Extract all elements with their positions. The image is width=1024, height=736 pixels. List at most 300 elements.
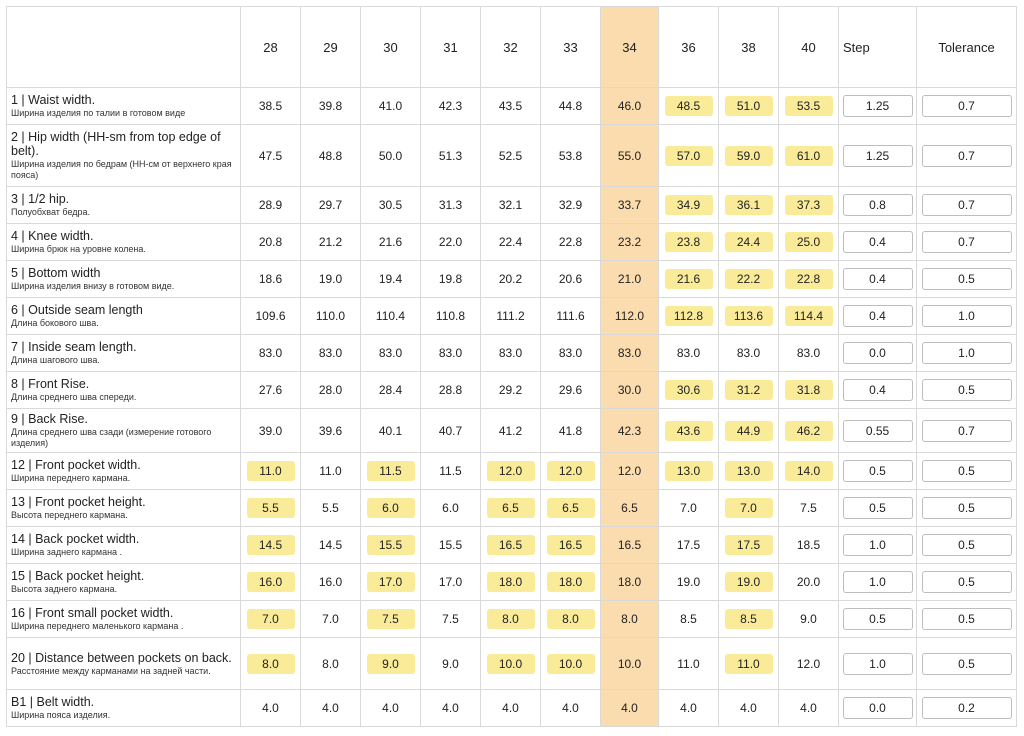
value: 9.0 (442, 656, 459, 671)
step-cell (839, 298, 917, 335)
highlighted-value[interactable]: 10.0 (547, 654, 595, 674)
tolerance-cell (917, 224, 1017, 261)
highlighted-value[interactable]: 21.6 (665, 269, 713, 289)
highlighted-value[interactable]: 16.5 (547, 535, 595, 555)
value: 23.2 (617, 235, 642, 249)
size-value-cell (481, 224, 541, 261)
highlighted-value[interactable]: 23.8 (665, 232, 713, 252)
value: 8.0 (621, 612, 638, 626)
step-cell (839, 490, 917, 527)
size-value-cell (301, 261, 361, 298)
size-value-cell (481, 261, 541, 298)
size-value-cell (779, 372, 839, 409)
size-value-cell (719, 690, 779, 727)
size-value-cell (659, 409, 719, 453)
size-value-cell (301, 125, 361, 187)
size-value-cell (301, 409, 361, 453)
highlighted-value[interactable]: 25.0 (785, 232, 833, 252)
size-value-cell (301, 490, 361, 527)
size-value-cell (719, 88, 779, 125)
size-value-cell (241, 601, 301, 638)
step-input[interactable]: 1.0 (843, 571, 913, 593)
size-value-cell (779, 187, 839, 224)
size-value-cell (659, 372, 719, 409)
size-value-cell (481, 372, 541, 409)
step-input[interactable]: 0.4 (843, 231, 913, 253)
highlighted-value[interactable]: 19.0 (725, 572, 773, 592)
size-value-cell (779, 298, 839, 335)
highlighted-value[interactable]: 17.5 (725, 535, 773, 555)
value: 29.2 (498, 383, 523, 397)
size-value-cell (361, 638, 421, 690)
value: 8.0 (322, 656, 339, 671)
reference-size-cell (601, 372, 659, 409)
value: 16.0 (318, 575, 343, 589)
table-row (7, 298, 1017, 335)
measurement-name: 4 | Knee width. (11, 229, 94, 243)
value: 20.6 (558, 272, 583, 286)
size-value-cell (719, 125, 779, 187)
value: 7.0 (680, 501, 697, 515)
highlighted-value[interactable]: 14.0 (785, 461, 833, 481)
highlighted-value[interactable]: 16.0 (247, 572, 295, 592)
tolerance-input[interactable]: 0.7 (922, 194, 1012, 216)
highlighted-value[interactable]: 11.0 (725, 654, 773, 674)
size-value-cell (361, 187, 421, 224)
value: 18.5 (796, 538, 821, 552)
highlighted-value[interactable]: 61.0 (785, 146, 833, 166)
tolerance-input[interactable]: 1.0 (922, 342, 1012, 364)
measurement-name: 14 | Back pocket width. (11, 532, 140, 546)
size-value-cell (659, 261, 719, 298)
measurement-name: 16 | Front small pocket width. (11, 606, 174, 620)
value: 4.0 (262, 701, 279, 715)
tolerance-cell (917, 690, 1017, 727)
size-value-cell (719, 187, 779, 224)
size-value-cell (659, 88, 719, 125)
highlighted-value[interactable]: 43.6 (665, 421, 713, 441)
size-value-cell (719, 298, 779, 335)
size-value-cell (481, 527, 541, 564)
value: 110.0 (315, 309, 346, 323)
value: 28.0 (318, 383, 343, 397)
size-value-cell (659, 335, 719, 372)
tolerance-input[interactable]: 0.5 (922, 571, 1012, 593)
tolerance-input[interactable]: 0.5 (922, 608, 1012, 630)
step-input[interactable]: 0.5 (843, 497, 913, 519)
highlighted-value[interactable]: 13.0 (665, 461, 713, 481)
measurement-description: Ширина заднего кармана . (11, 547, 123, 557)
step-cell (839, 527, 917, 564)
value: 42.3 (617, 423, 642, 438)
step-input[interactable]: 0.8 (843, 194, 913, 216)
measurement-description: Ширина изделия по талии в готовом виде (11, 108, 186, 118)
value: 83.0 (438, 346, 463, 360)
value: 83.0 (558, 346, 583, 360)
header-row (7, 7, 1017, 88)
value: 111.6 (556, 309, 585, 323)
size-value-cell (301, 372, 361, 409)
value: 12.0 (796, 656, 821, 671)
table-row (7, 335, 1017, 372)
highlighted-value[interactable]: 57.0 (665, 146, 713, 166)
size-value-cell (421, 453, 481, 490)
table-body (7, 88, 1017, 727)
size-value-cell (541, 601, 601, 638)
size-value-cell (421, 335, 481, 372)
measurement-name: 7 | Inside seam length. (11, 340, 137, 354)
value: 83.0 (318, 346, 343, 360)
highlighted-value[interactable]: 18.0 (487, 572, 535, 592)
step-input[interactable]: 0.5 (843, 460, 913, 482)
reference-size-cell (601, 638, 659, 690)
size-header: 40 (779, 7, 839, 88)
highlighted-value[interactable]: 6.5 (547, 498, 595, 518)
measurement-description: Ширина переднего маленького кармана . (11, 621, 184, 631)
measurement-name: 3 | 1/2 hip. (11, 192, 70, 206)
highlighted-value[interactable]: 8.0 (487, 609, 535, 629)
highlighted-value[interactable]: 34.9 (665, 195, 713, 215)
step-input[interactable]: 0.4 (843, 305, 913, 327)
measurement-description: Ширина изделия внизу в готовом виде. (11, 281, 175, 291)
size-value-cell (541, 527, 601, 564)
measurement-label (7, 88, 241, 125)
step-input[interactable]: 1.25 (843, 145, 913, 167)
highlighted-value[interactable]: 51.0 (725, 96, 773, 116)
highlighted-value[interactable]: 9.0 (367, 654, 415, 674)
step-input[interactable]: 0.4 (843, 268, 913, 290)
highlighted-value[interactable]: 7.0 (725, 498, 773, 518)
size-value-cell (241, 638, 301, 690)
measurement-label (7, 690, 241, 727)
corner-cell (7, 7, 241, 88)
tolerance-input[interactable]: 0.7 (922, 420, 1012, 442)
value: 4.0 (740, 701, 757, 715)
measurement-label (7, 490, 241, 527)
measurement-name: 12 | Front pocket width. (11, 458, 141, 472)
step-header: Step (839, 7, 917, 88)
highlighted-value[interactable]: 59.0 (725, 146, 773, 166)
value: 30.0 (617, 383, 642, 397)
size-value-cell (481, 690, 541, 727)
value: 4.0 (442, 701, 459, 715)
value: 83.0 (676, 346, 701, 360)
size-value-cell (719, 638, 779, 690)
tolerance-cell (917, 409, 1017, 453)
size-value-cell (421, 564, 481, 601)
value: 55.0 (617, 148, 642, 163)
measurement-name: 8 | Front Rise. (11, 377, 90, 391)
tolerance-input[interactable]: 0.5 (922, 460, 1012, 482)
size-value-cell (421, 409, 481, 453)
highlighted-value[interactable]: 5.5 (247, 498, 295, 518)
step-input[interactable]: 1.0 (843, 534, 913, 556)
size-value-cell (361, 527, 421, 564)
highlighted-value[interactable]: 8.5 (725, 609, 773, 629)
highlighted-value[interactable]: 53.5 (785, 96, 833, 116)
value: 8.5 (680, 612, 697, 626)
size-value-cell (241, 409, 301, 453)
size-value-cell (361, 224, 421, 261)
measurement-description: Высота переднего кармана. (11, 510, 128, 520)
size-value-cell (541, 690, 601, 727)
tolerance-cell (917, 298, 1017, 335)
size-value-cell (719, 335, 779, 372)
size-value-cell (301, 453, 361, 490)
tolerance-input[interactable]: 0.5 (922, 653, 1012, 675)
size-value-cell (659, 690, 719, 727)
highlighted-value[interactable]: 37.3 (785, 195, 833, 215)
value: 29.6 (558, 383, 583, 397)
highlighted-value[interactable]: 17.0 (367, 572, 415, 592)
step-cell (839, 335, 917, 372)
value: 43.5 (498, 99, 523, 113)
size-value-cell (241, 372, 301, 409)
value: 7.5 (442, 612, 459, 626)
measurement-label (7, 638, 241, 690)
step-cell (839, 409, 917, 453)
size-value-cell (421, 638, 481, 690)
highlighted-value[interactable]: 31.2 (725, 380, 773, 400)
highlighted-value[interactable]: 11.0 (247, 461, 295, 481)
size-value-cell (421, 261, 481, 298)
size-value-cell (659, 187, 719, 224)
highlighted-value[interactable]: 15.5 (367, 535, 415, 555)
value: 4.0 (322, 701, 339, 715)
value: 46.0 (617, 99, 642, 113)
step-input[interactable]: 0.5 (843, 608, 913, 630)
table-row (7, 372, 1017, 409)
size-value-cell (361, 298, 421, 335)
tolerance-cell (917, 564, 1017, 601)
measurement-description: Длина бокового шва. (11, 318, 99, 328)
highlighted-value[interactable]: 48.5 (665, 96, 713, 116)
tolerance-cell (917, 88, 1017, 125)
highlighted-value[interactable]: 46.2 (785, 421, 833, 441)
measurement-label (7, 335, 241, 372)
size-header: 33 (541, 7, 601, 88)
table-row (7, 638, 1017, 690)
size-value-cell (361, 125, 421, 187)
value: 17.5 (676, 538, 701, 552)
value: 41.8 (558, 423, 583, 438)
highlighted-value[interactable]: 112.8 (665, 306, 713, 326)
size-value-cell (241, 527, 301, 564)
reference-size-cell (601, 409, 659, 453)
step-cell (839, 224, 917, 261)
highlighted-value[interactable]: 12.0 (547, 461, 595, 481)
tolerance-input[interactable]: 1.0 (922, 305, 1012, 327)
size-value-cell (541, 453, 601, 490)
value: 111.2 (496, 309, 525, 323)
measurement-description: Длина шагового шва. (11, 355, 100, 365)
table-row (7, 187, 1017, 224)
size-value-cell (541, 490, 601, 527)
size-value-cell (719, 261, 779, 298)
table-row (7, 527, 1017, 564)
highlighted-value[interactable]: 30.6 (665, 380, 713, 400)
value: 20.2 (498, 272, 523, 286)
measurement-description: Полуобхват бедра. (11, 207, 91, 217)
highlighted-value[interactable]: 22.8 (785, 269, 833, 289)
table-row (7, 490, 1017, 527)
tolerance-input[interactable]: 0.7 (922, 231, 1012, 253)
size-value-cell (361, 690, 421, 727)
size-value-cell (301, 335, 361, 372)
value: 20.0 (796, 575, 821, 589)
size-value-cell (719, 601, 779, 638)
step-cell (839, 453, 917, 490)
value: 19.0 (318, 272, 343, 286)
highlighted-value[interactable]: 22.2 (725, 269, 773, 289)
size-value-cell (659, 453, 719, 490)
value: 4.0 (621, 701, 638, 715)
step-input[interactable]: 1.0 (843, 653, 913, 675)
table-row (7, 224, 1017, 261)
measurement-description: Расстояние между карманами на задней части. (11, 665, 211, 676)
size-value-cell (241, 564, 301, 601)
measurement-description: Ширина брюк на уровне колена. (11, 244, 146, 254)
size-value-cell (541, 125, 601, 187)
tolerance-input[interactable]: 0.5 (922, 497, 1012, 519)
highlighted-value[interactable]: 16.5 (487, 535, 535, 555)
highlighted-value[interactable]: 12.0 (487, 461, 535, 481)
tolerance-input[interactable]: 0.5 (922, 379, 1012, 401)
size-header: 31 (421, 7, 481, 88)
highlighted-value[interactable]: 8.0 (547, 609, 595, 629)
size-value-cell (659, 298, 719, 335)
step-input[interactable]: 0.0 (843, 697, 913, 719)
highlighted-value[interactable]: 11.5 (367, 461, 415, 481)
highlighted-value[interactable]: 31.8 (785, 380, 833, 400)
value: 11.0 (319, 464, 342, 478)
reference-size-cell (601, 261, 659, 298)
value: 21.0 (617, 272, 642, 286)
tolerance-cell (917, 187, 1017, 224)
tolerance-input[interactable]: 0.2 (922, 697, 1012, 719)
measurement-label (7, 453, 241, 490)
table-row (7, 564, 1017, 601)
table-row (7, 453, 1017, 490)
highlighted-value[interactable]: 113.6 (725, 306, 773, 326)
size-value-cell (361, 372, 421, 409)
tolerance-input[interactable]: 0.7 (922, 95, 1012, 117)
table-row (7, 88, 1017, 125)
step-cell (839, 261, 917, 298)
value: 4.0 (502, 701, 519, 715)
size-value-cell (659, 564, 719, 601)
measurement-label (7, 298, 241, 335)
size-value-cell (361, 601, 421, 638)
highlighted-value[interactable]: 18.0 (547, 572, 595, 592)
step-cell (839, 125, 917, 187)
step-input[interactable]: 0.55 (843, 420, 913, 442)
value: 47.5 (258, 148, 283, 163)
measurement-description: Ширина изделия по бедрам (НН-см от верхнего края пояса) (11, 159, 232, 180)
value: 6.5 (621, 501, 638, 515)
highlighted-value[interactable]: 14.5 (247, 535, 295, 555)
size-value-cell (241, 298, 301, 335)
size-value-cell (301, 298, 361, 335)
size-value-cell (779, 453, 839, 490)
measurement-description: Высота заднего кармана. (11, 584, 118, 594)
highlighted-value[interactable]: 114.4 (785, 306, 833, 326)
highlighted-value[interactable]: 13.0 (725, 461, 773, 481)
size-value-cell (481, 453, 541, 490)
measurement-label (7, 601, 241, 638)
size-value-cell (481, 335, 541, 372)
table-row (7, 125, 1017, 187)
size-value-cell (541, 564, 601, 601)
step-input[interactable]: 1.25 (843, 95, 913, 117)
step-input[interactable]: 0.4 (843, 379, 913, 401)
size-value-cell (481, 409, 541, 453)
size-value-cell (301, 690, 361, 727)
highlighted-value[interactable]: 44.9 (725, 421, 773, 441)
highlighted-value[interactable]: 36.1 (725, 195, 773, 215)
value: 16.5 (617, 538, 642, 552)
value: 10.0 (617, 656, 642, 671)
size-header: 36 (659, 7, 719, 88)
value: 5.5 (322, 501, 339, 515)
highlighted-value[interactable]: 24.4 (725, 232, 773, 252)
size-value-cell (659, 125, 719, 187)
value: 19.0 (676, 575, 701, 589)
size-value-cell (779, 335, 839, 372)
value: 83.0 (378, 346, 403, 360)
size-value-cell (481, 638, 541, 690)
value: 83.0 (736, 346, 761, 360)
value: 28.8 (438, 383, 463, 397)
value: 21.6 (378, 235, 403, 249)
step-cell (839, 187, 917, 224)
tolerance-input[interactable]: 0.5 (922, 534, 1012, 556)
size-value-cell (719, 527, 779, 564)
reference-size-cell (601, 224, 659, 261)
highlighted-value[interactable]: 8.0 (247, 654, 295, 674)
size-value-cell (241, 187, 301, 224)
size-header: 38 (719, 7, 779, 88)
size-value-cell (779, 490, 839, 527)
highlighted-value[interactable]: 6.0 (367, 498, 415, 518)
highlighted-value[interactable]: 10.0 (487, 654, 535, 674)
highlighted-value[interactable]: 7.0 (247, 609, 295, 629)
value: 11.5 (439, 464, 462, 478)
value: 112.0 (614, 309, 645, 323)
measurement-name: 20 | Distance between pockets on back. (11, 650, 232, 665)
step-input[interactable]: 0.0 (843, 342, 913, 364)
tolerance-cell (917, 638, 1017, 690)
size-value-cell (301, 527, 361, 564)
step-cell (839, 88, 917, 125)
step-cell (839, 601, 917, 638)
value: 21.2 (318, 235, 343, 249)
size-value-cell (659, 490, 719, 527)
tolerance-input[interactable]: 0.7 (922, 145, 1012, 167)
reference-size-cell (601, 298, 659, 335)
tolerance-input[interactable]: 0.5 (922, 268, 1012, 290)
table-row (7, 409, 1017, 453)
size-value-cell (779, 224, 839, 261)
value: 6.0 (442, 501, 459, 515)
size-value-cell (659, 224, 719, 261)
size-value-cell (241, 453, 301, 490)
value: 22.0 (438, 235, 463, 249)
highlighted-value[interactable]: 6.5 (487, 498, 535, 518)
value: 110.8 (435, 309, 466, 323)
highlighted-value[interactable]: 7.5 (367, 609, 415, 629)
size-value-cell (541, 261, 601, 298)
